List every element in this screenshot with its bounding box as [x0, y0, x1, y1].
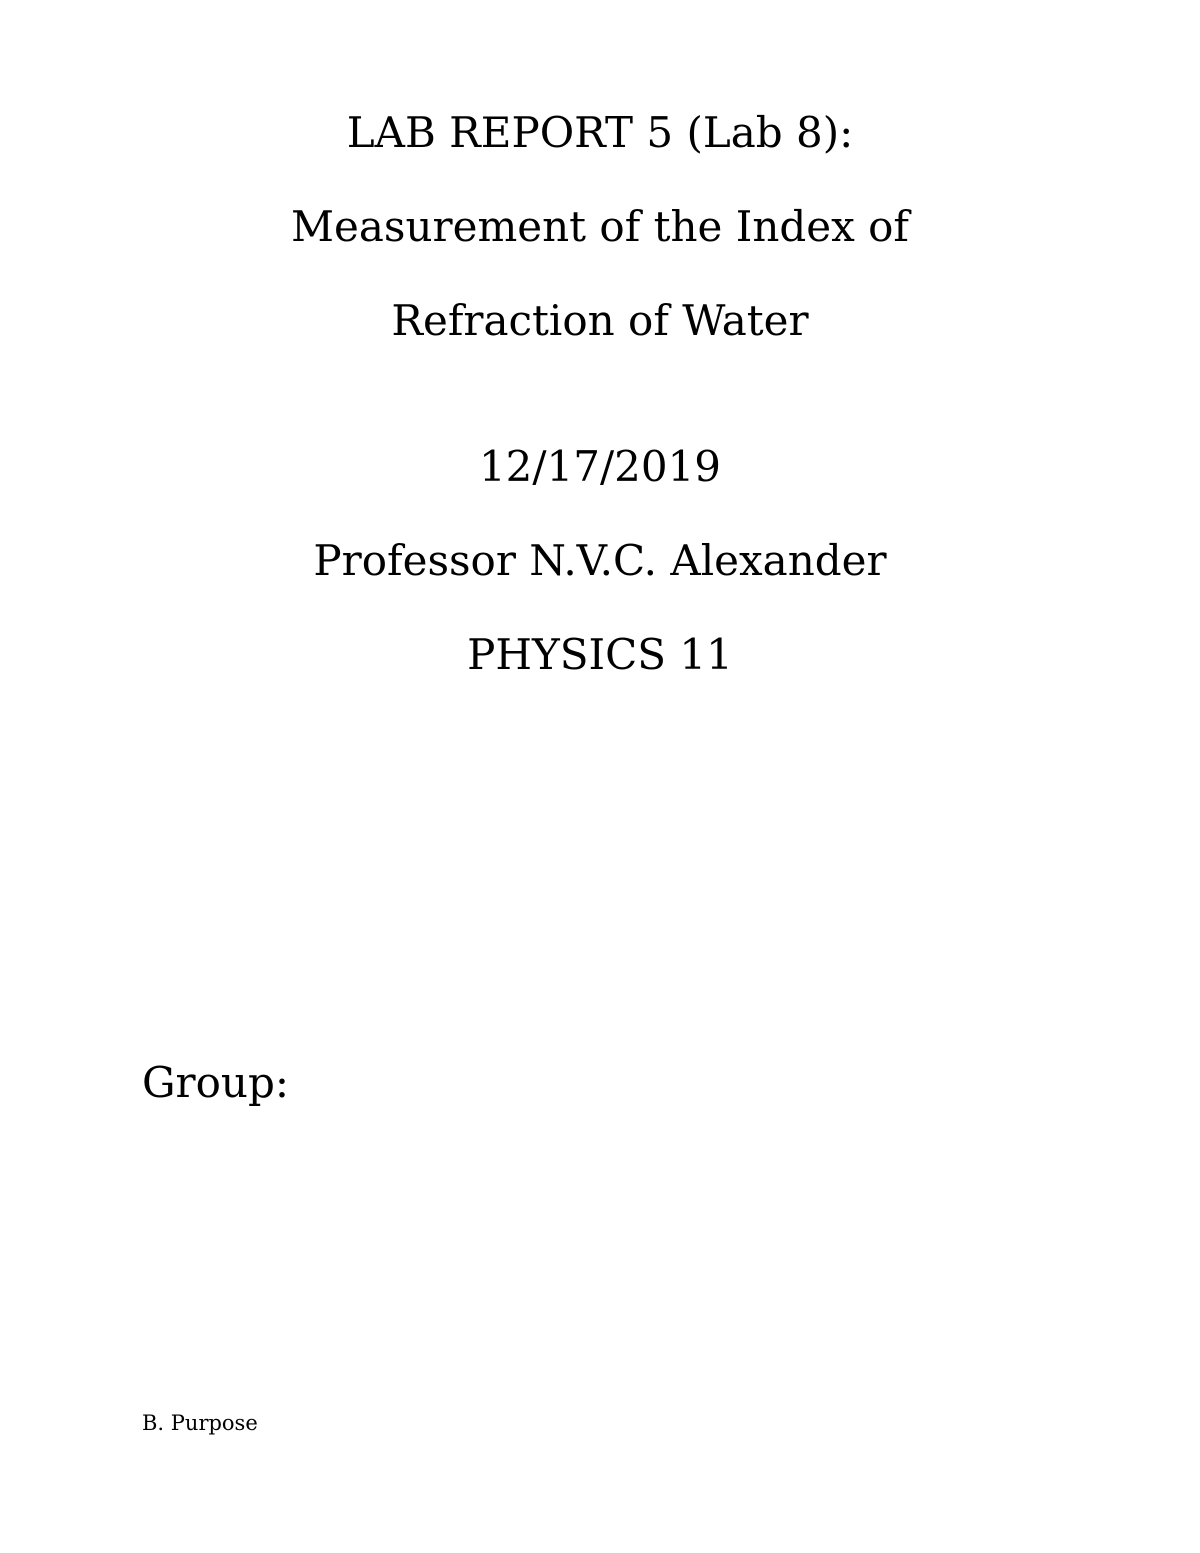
- group-label: Group:: [142, 1058, 289, 1107]
- report-subtitle-line-1: Measurement of the Index of: [291, 202, 909, 251]
- report-title: LAB REPORT 5 (Lab 8):: [346, 108, 854, 157]
- report-subtitle-line-2: Refraction of Water: [391, 296, 809, 345]
- course-name: PHYSICS 11: [467, 630, 733, 679]
- purpose-section-heading: B. Purpose: [142, 1411, 258, 1435]
- report-date: 12/17/2019: [478, 442, 722, 491]
- professor-name: Professor N.V.C. Alexander: [313, 536, 887, 585]
